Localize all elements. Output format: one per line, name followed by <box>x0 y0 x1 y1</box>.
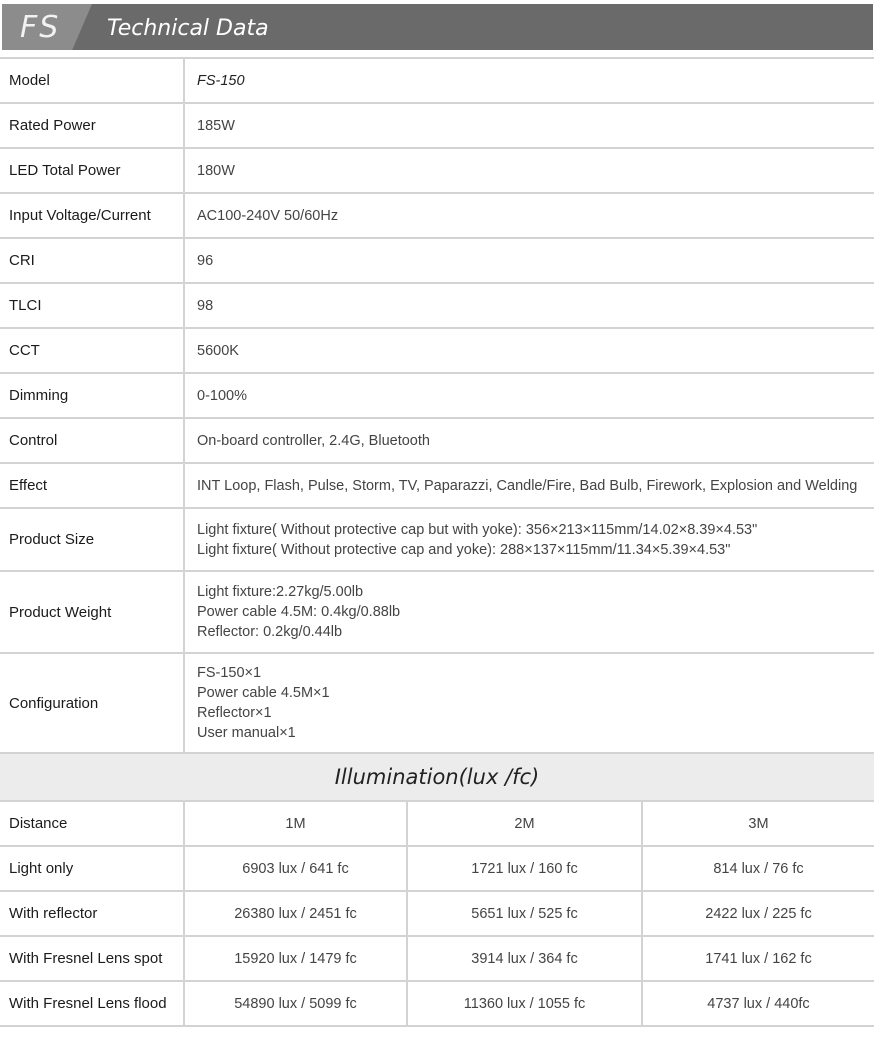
distance-label: Distance <box>0 801 184 846</box>
section-header <box>2 4 873 50</box>
illumination-value: 2422 lux / 225 fc <box>642 891 874 936</box>
spec-label: Configuration <box>0 653 184 753</box>
illumination-value: 54890 lux / 5099 fc <box>184 981 407 1026</box>
spec-row-cct <box>0 328 874 373</box>
illumination-row <box>0 936 874 981</box>
distance-col-3m: 3M <box>642 801 874 846</box>
spec-label: Input Voltage/Current <box>0 193 184 238</box>
spec-row-cri <box>0 238 874 283</box>
spec-label: Effect <box>0 463 184 508</box>
brand-logo-text: FS <box>20 10 61 45</box>
spec-row-tlci <box>0 283 874 328</box>
spec-label: LED Total Power <box>0 148 184 193</box>
spec-label: Rated Power <box>0 103 184 148</box>
spec-label: Product Weight <box>0 571 184 653</box>
spec-row-configuration <box>0 653 874 753</box>
spec-value: INT Loop, Flash, Pulse, Storm, TV, Paparazzi, Candle/Fire, Bad Bulb, Firework, Explosion and Welding <box>184 463 874 508</box>
illumination-value: 11360 lux / 1055 fc <box>407 981 642 1026</box>
spec-value: On-board controller, 2.4G, Bluetooth <box>184 418 874 463</box>
illumination-title: Illumination(lux /fc) <box>0 754 874 800</box>
illumination-row-label: With Fresnel Lens flood <box>0 981 184 1026</box>
illumination-table <box>0 800 874 1027</box>
illumination-value: 15920 lux / 1479 fc <box>184 936 407 981</box>
spec-value: AC100-240V 50/60Hz <box>184 193 874 238</box>
illumination-value: 5651 lux / 525 fc <box>407 891 642 936</box>
illumination-value: 26380 lux / 2451 fc <box>184 891 407 936</box>
distance-col-1m: 1M <box>184 801 407 846</box>
spec-value: 0-100% <box>184 373 874 418</box>
illumination-row <box>0 846 874 891</box>
spec-label: Control <box>0 418 184 463</box>
illumination-value: 814 lux / 76 fc <box>642 846 874 891</box>
spec-row-control <box>0 418 874 463</box>
distance-col-2m: 2M <box>407 801 642 846</box>
spec-value: FS-150 <box>184 58 874 103</box>
spec-value: 180W <box>184 148 874 193</box>
spec-row-product-size <box>0 508 874 571</box>
spec-label: CRI <box>0 238 184 283</box>
illumination-row-label: With reflector <box>0 891 184 936</box>
spec-value: Light fixture:2.27kg/5.00lb Power cable 4.5M: 0.4kg/0.88lb Reflector: 0.2kg/0.44lb <box>184 571 874 653</box>
spec-row-rated-power <box>0 103 874 148</box>
spec-label: TLCI <box>0 283 184 328</box>
spec-value: Light fixture( Without protective cap but with yoke): 356×213×115mm/14.02×8.39×4.53" Light fixture( Without protective cap and yoke): 288×137×115mm/11.34×5.39×4.53" <box>184 508 874 571</box>
illumination-value: 1741 lux / 162 fc <box>642 936 874 981</box>
illumination-header-row <box>0 801 874 846</box>
spec-value: FS-150×1 Power cable 4.5M×1 Reflector×1 User manual×1 <box>184 653 874 753</box>
spec-row-product-weight <box>0 571 874 653</box>
spec-value: 185W <box>184 103 874 148</box>
spec-label: CCT <box>0 328 184 373</box>
illumination-row-label: Light only <box>0 846 184 891</box>
illumination-value: 4737 lux / 440fc <box>642 981 874 1026</box>
spec-row-effect <box>0 463 874 508</box>
spec-row-input-voltage <box>0 193 874 238</box>
illumination-value: 3914 lux / 364 fc <box>407 936 642 981</box>
spec-row-dimming <box>0 373 874 418</box>
spec-value: 96 <box>184 238 874 283</box>
spec-value: 98 <box>184 283 874 328</box>
illumination-row-label: With Fresnel Lens spot <box>0 936 184 981</box>
spec-value: 5600K <box>184 328 874 373</box>
illumination-row <box>0 981 874 1026</box>
spec-row-model <box>0 58 874 103</box>
illumination-value: 1721 lux / 160 fc <box>407 846 642 891</box>
spec-row-led-total-power <box>0 148 874 193</box>
spec-table <box>0 57 874 754</box>
spec-label: Dimming <box>0 373 184 418</box>
illumination-row <box>0 891 874 936</box>
section-title: Technical Data <box>107 16 269 41</box>
illumination-value: 6903 lux / 641 fc <box>184 846 407 891</box>
spec-label: Product Size <box>0 508 184 571</box>
spec-label: Model <box>0 58 184 103</box>
